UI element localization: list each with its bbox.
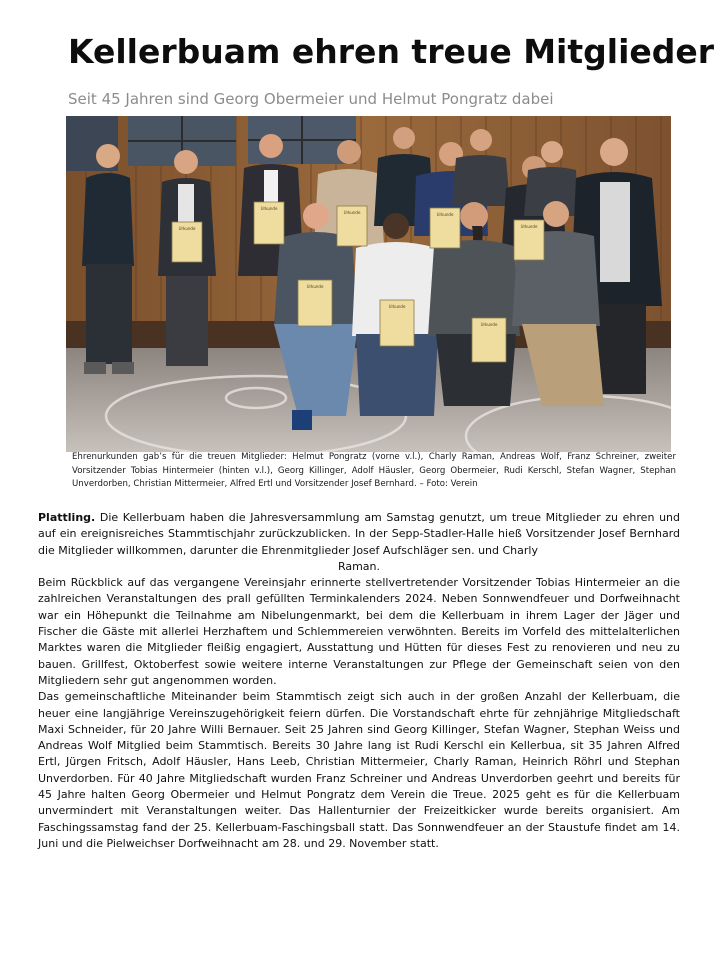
paragraph-1-text: Die Kellerbuam haben die Jahresversammlung am Samstag genutzt, um treue Mitglieder zu ehren und auf ein ereignisreiches Stammtischjahr zurückzublicken. In der Sepp-Stadler-Halle hieß Vorsitzender Josef Bernhard die Mitglieder willkommen, darunter die Ehrenmitglieder Josef Aufschläger sen. und Charly xyxy=(38,511,680,557)
certificate-label: Urkunde xyxy=(388,304,406,309)
subheadline: Seit 45 Jahren sind Georg Obermeier und Helmut Pongratz dabei xyxy=(68,90,554,108)
dateline: Plattling. xyxy=(38,511,96,524)
paragraph-1 xyxy=(38,510,680,559)
headline: Kellerbuam ehren treue Mitglieder xyxy=(68,32,715,71)
certificate-label: Urkunde xyxy=(343,210,361,215)
certificate-label: Urkunde xyxy=(178,226,196,231)
group-photo xyxy=(66,116,671,452)
paragraph-2: Beim Rückblick auf das vergangene Vereinsjahr erinnerte stellvertretender Vorsitzender Tobias Hintermeier an die zahlreichen Veranstaltungen des prall gefüllten Terminkalenders 2024. Neben Sonnwendfeuer und Dorfweihnacht war ein Höhepunkt die Teilnahme am Nibelungenmarkt, bei dem die Kellerbuam in ihrem Lager der Jäger und Fischer die Gäste mit allerlei Herzhaftem und Schlemmereien verwöhnten. Bereits im Vorfeld des mittelalterlichen Marktes waren die Mitglieder fleißig engagiert, Ausstattung und Hütten für dieses Fest zu renovieren und neu zu bauen. Grillfest, Oktoberfest sowie weitere interne Veranstaltungen zur Pflege der Gemeinschaft seien von den Mitgliedern sehr gut angenommen worden. xyxy=(38,576,680,687)
certificate-label: Urkunde xyxy=(260,206,278,211)
certificate-label: Urkunde xyxy=(436,212,454,217)
article-body xyxy=(38,510,680,852)
certificate-label: Urkunde xyxy=(520,224,538,229)
paragraph-3: Das gemeinschaftliche Miteinander beim Stammtisch zeigt sich auch in der großen Anzahl der Kellerbuam, die heuer eine langjährige Vereinszugehörigkeit feiern dürfen. Die Vorstandschaft ehrte für zehnjährige Mitgliedschaft Maxi Schneider, für 20 Jahre Willi Bernauer. Seit 25 Jahren sind Georg Killinger, Stefan Wagner, Stephan Weiss und Andreas Wolf Mitglied beim Stammtisch. Bereits 30 Jahre lang ist Rudi Kerschl ein Kellerbua, sit 35 Jahren Alfred Ertl, Jürgen Fritsch, Adolf Häusler, Hans Leeb, Christian Mittermeier, Charly Raman, Heinrich Röhrl und Stephan Unverdorben. Für 40 Jahre Mitgliedschaft wurden Franz Schreiner und Andreas Unverdorben geehrt und bereits für 45 Jahre halten Georg Obermeier und Helmut Pongratz dem Verein die Treue. 2025 geht es für die Kellerbuam unvermindert mit Veranstaltungen weiter. Das Hallenturnier der Freizeitkicker wurde bereits organisiert. Am Faschingssamstag fand der 25. Kellerbuam-Faschingsball statt. Das Sonnwendfeuer an der Staustufe findet am 14. Juni und die Pielweichser Dorfweihnacht am 28. und 29. November statt. xyxy=(38,690,680,850)
photo-caption: Ehrenurkunden gab’s für die treuen Mitglieder: Helmut Pongratz (vorne v.l.), Charly Raman, Andreas Wolf, Franz Schreiner, zweiter Vorsitzender Tobias Hintermeier (hinten v.l.), Georg Killinger, Adolf Häusler, Georg Obermeier, Rudi Kerschl, Stefan Wagner, Stephan Unverdorben, Christian Mittermeier, Alfred Ertl und Vorsitzender Josef Bernhard. – Foto: Verein xyxy=(72,452,676,490)
group-photo-icon xyxy=(66,116,671,452)
certificate-label: Urkunde xyxy=(480,322,498,327)
certificate-label: Urkunde xyxy=(306,284,324,289)
paragraph-1-tail: Raman. xyxy=(337,559,381,573)
